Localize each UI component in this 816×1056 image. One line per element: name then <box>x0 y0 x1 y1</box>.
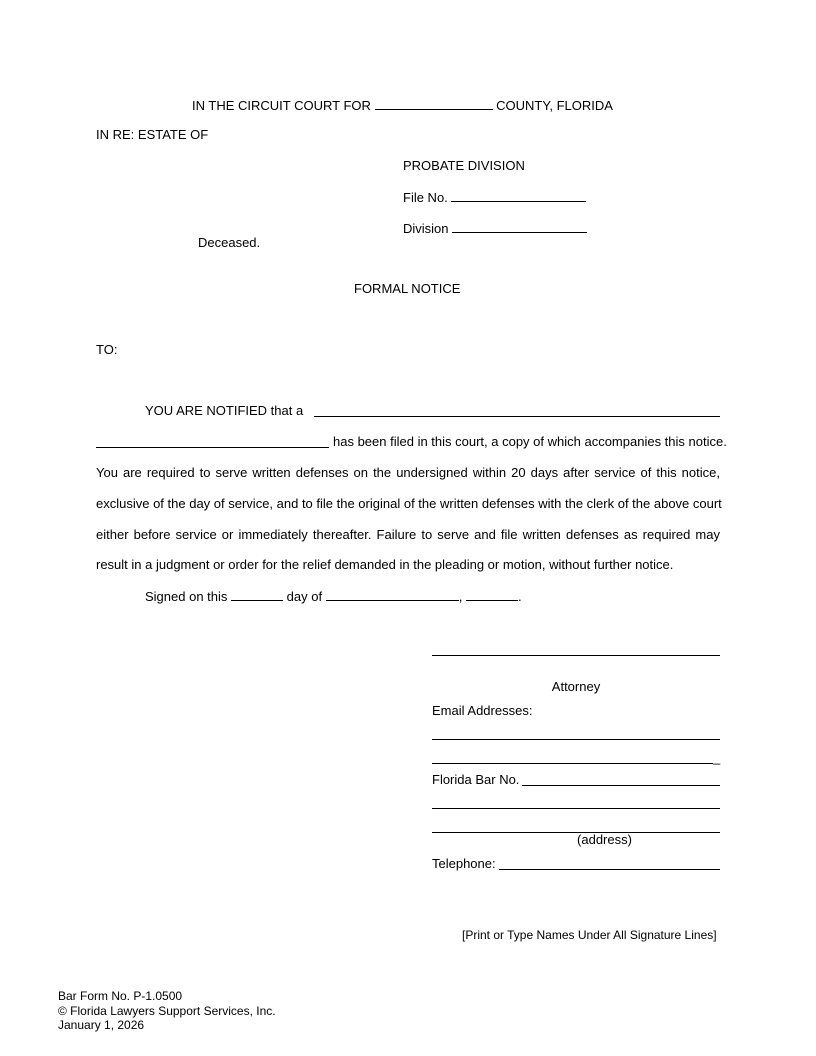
address-line-1[interactable] <box>432 808 720 809</box>
court-suffix: COUNTY, FLORIDA <box>496 98 613 113</box>
body-line-1 <box>145 403 303 419</box>
body-line-5: either before service or immediately thereafter. Failure to serve and file written defenses as required may <box>96 527 720 542</box>
division-line <box>403 220 587 237</box>
signed-line <box>145 588 522 605</box>
signed-day-blank[interactable] <box>231 588 283 601</box>
email-label: Email Addresses: <box>432 703 533 718</box>
signed-prefix: Signed on this <box>145 589 228 604</box>
probate-division: PROBATE DIVISION <box>403 158 525 173</box>
signed-year-blank[interactable] <box>466 588 518 601</box>
signed-comma: , <box>458 589 463 604</box>
address-label: (address) <box>577 832 632 847</box>
file-no-blank[interactable] <box>451 189 586 202</box>
signed-month-blank[interactable] <box>326 588 459 601</box>
body-line-3: You are required to serve written defenses on the undersigned within 20 days after service of this notice, <box>96 465 720 480</box>
to-label: TO: <box>96 342 118 357</box>
court-heading <box>192 97 613 114</box>
telephone-blank[interactable] <box>499 869 720 870</box>
body-line-6: result in a judgment or order for the relief demanded in the pleading or motion, without further notice. <box>96 557 674 572</box>
division-blank[interactable] <box>452 220 587 233</box>
attorney-label: Attorney <box>551 679 601 694</box>
email-line-1[interactable] <box>432 739 720 740</box>
bar-no-label: Florida Bar No. <box>432 772 520 787</box>
division-label: Division <box>403 221 449 236</box>
deceased-label: Deceased. <box>198 235 261 250</box>
signed-day-of: day of <box>286 589 323 604</box>
notified-prefix: YOU ARE NOTIFIED that a <box>145 403 304 418</box>
signature-line[interactable] <box>432 655 720 656</box>
county-blank[interactable] <box>375 97 493 110</box>
document-title: FORMAL NOTICE <box>354 281 461 296</box>
email-line-mark: _ <box>713 750 721 765</box>
court-prefix: IN THE CIRCUIT COURT FOR <box>192 98 371 113</box>
footer-date: January 1, 2026 <box>58 1018 145 1032</box>
in-re-estate: IN RE: ESTATE OF <box>96 127 209 142</box>
email-line-2[interactable] <box>432 763 713 764</box>
bar-no-blank[interactable] <box>522 785 720 786</box>
footer-copyright: © Florida Lawyers Support Services, Inc. <box>58 1004 276 1018</box>
body-line-4: exclusive of the day of service, and to file the original of the written defenses with the clerk of the above court <box>96 496 722 511</box>
telephone-label: Telephone: <box>432 856 496 871</box>
footer-form-no: Bar Form No. P-1.0500 <box>58 989 183 1003</box>
file-no-line <box>403 189 586 206</box>
signed-period: . <box>517 589 522 604</box>
pleading-blank-1[interactable] <box>314 416 720 417</box>
body-line-2: has been filed in this court, a copy of which accompanies this notice. <box>333 434 727 449</box>
pleading-blank-2[interactable] <box>96 447 329 448</box>
file-no-label: File No. <box>403 190 448 205</box>
print-note: [Print or Type Names Under All Signature Lines] <box>462 928 717 942</box>
